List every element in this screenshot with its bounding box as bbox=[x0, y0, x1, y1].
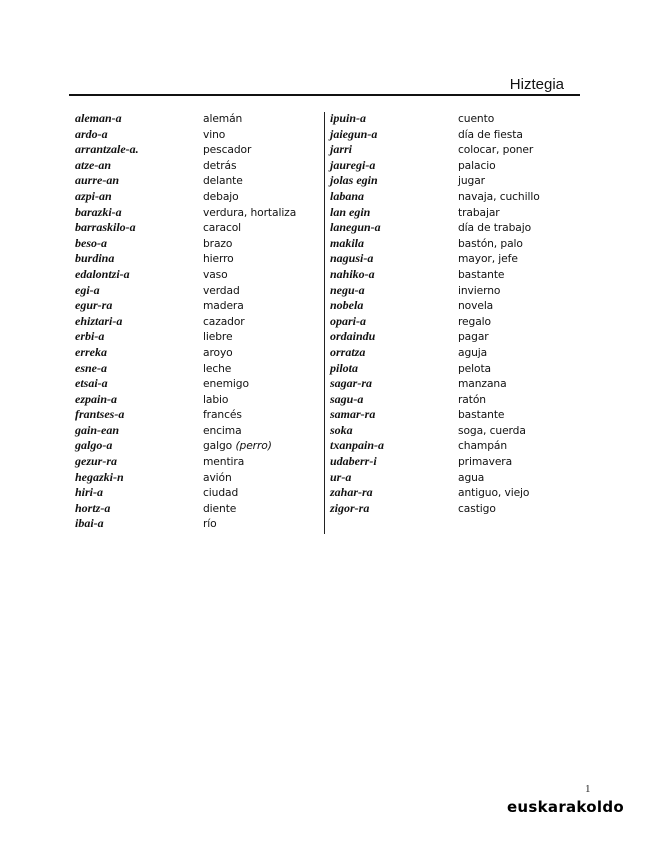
glossary-definition bbox=[203, 267, 228, 283]
glossary-term: aleman-a bbox=[75, 111, 122, 125]
glossary-definition bbox=[203, 501, 236, 517]
glossary-definition bbox=[203, 127, 225, 143]
glossary-definition bbox=[458, 361, 491, 377]
glossary-entry bbox=[75, 501, 327, 517]
definition-text: regalo bbox=[458, 314, 491, 328]
glossary-entry bbox=[330, 267, 590, 283]
definition-text: día de fiesta bbox=[458, 127, 523, 141]
glossary-definition bbox=[203, 314, 245, 330]
glossary-column-right bbox=[330, 111, 590, 516]
glossary-term: egi-a bbox=[75, 282, 100, 297]
glossary-entry bbox=[330, 251, 590, 267]
definition-text: palacio bbox=[458, 158, 496, 172]
glossary-entry bbox=[75, 205, 327, 221]
glossary-entry bbox=[330, 392, 590, 408]
glossary-entry bbox=[75, 392, 327, 408]
definition-text: mayor, jefe bbox=[458, 252, 518, 266]
glossary-definition bbox=[203, 173, 243, 189]
glossary-definition bbox=[203, 298, 244, 314]
definition-text: agua bbox=[458, 470, 485, 484]
glossary-definition bbox=[458, 267, 504, 283]
glossary-term: makila bbox=[330, 235, 365, 250]
column-divider bbox=[324, 112, 325, 534]
glossary-definition bbox=[203, 236, 232, 252]
glossary-term: egur-ra bbox=[75, 298, 113, 313]
glossary-definition bbox=[458, 329, 489, 345]
glossary-entry bbox=[75, 314, 327, 330]
glossary-definition bbox=[458, 438, 507, 454]
glossary-definition bbox=[458, 158, 496, 174]
definition-text: castigo bbox=[458, 501, 496, 515]
glossary-term: txanpain-a bbox=[330, 438, 385, 453]
definition-text: hierro bbox=[203, 252, 234, 266]
definition-text: aroyo bbox=[203, 345, 233, 359]
definition-text: brazo bbox=[203, 236, 233, 250]
glossary-term: samar-ra bbox=[330, 407, 376, 422]
glossary-term: esne-a bbox=[75, 360, 107, 375]
glossary-entry bbox=[330, 314, 590, 330]
glossary-entry bbox=[75, 329, 327, 345]
glossary-term: orratza bbox=[330, 344, 366, 359]
definition-text: manzana bbox=[458, 377, 507, 391]
glossary-term: lan egin bbox=[330, 204, 371, 219]
glossary-definition bbox=[458, 376, 507, 392]
glossary-term: azpi-an bbox=[75, 188, 112, 203]
glossary-entry bbox=[330, 423, 590, 439]
glossary-definition bbox=[203, 220, 241, 236]
glossary-term: etsai-a bbox=[75, 376, 108, 391]
definition-text: invierno bbox=[458, 283, 501, 297]
glossary-entry bbox=[330, 173, 590, 189]
glossary-entry bbox=[330, 158, 590, 174]
glossary-definition bbox=[458, 236, 523, 252]
glossary-entry bbox=[75, 127, 327, 143]
glossary-definition bbox=[458, 111, 494, 127]
definition-text: bastante bbox=[458, 267, 505, 281]
definition-text: champán bbox=[458, 439, 508, 453]
glossary-definition bbox=[458, 392, 486, 408]
glossary-definition bbox=[203, 283, 240, 299]
definition-text: leche bbox=[203, 361, 232, 375]
glossary-entry bbox=[75, 220, 327, 236]
definition-text: día de trabajo bbox=[458, 221, 532, 235]
glossary-entry bbox=[330, 485, 590, 501]
glossary-column-left bbox=[75, 111, 327, 532]
glossary-definition bbox=[203, 407, 242, 423]
definition-text: diente bbox=[203, 501, 237, 515]
brand-logo: euskarakoldo bbox=[506, 798, 624, 816]
glossary-term: pilota bbox=[330, 360, 359, 375]
glossary-entry bbox=[330, 127, 590, 143]
glossary-definition bbox=[458, 127, 523, 143]
glossary-definition bbox=[458, 501, 496, 517]
definition-text: primavera bbox=[458, 455, 513, 469]
glossary-entry bbox=[75, 142, 327, 158]
glossary-term: opari-a bbox=[330, 313, 366, 328]
glossary-term: ezpain-a bbox=[75, 391, 117, 406]
definition-text: caracol bbox=[203, 221, 242, 235]
title-rule bbox=[69, 94, 580, 96]
definition-text: cazador bbox=[203, 314, 245, 328]
glossary-term: lanegun-a bbox=[330, 220, 381, 235]
glossary-term: nagusi-a bbox=[330, 251, 374, 266]
glossary-term: edalontzi-a bbox=[75, 266, 130, 281]
glossary-entry bbox=[75, 173, 327, 189]
definition-text: jugar bbox=[458, 174, 485, 188]
glossary-entry bbox=[330, 205, 590, 221]
glossary-definition bbox=[203, 470, 232, 486]
glossary-term: jolas egin bbox=[330, 173, 378, 188]
glossary-definition bbox=[458, 485, 529, 501]
glossary-entry bbox=[330, 345, 590, 361]
glossary-entry bbox=[75, 283, 327, 299]
glossary-entry bbox=[75, 111, 327, 127]
glossary-term: udaberr-i bbox=[330, 454, 377, 469]
glossary-entry bbox=[330, 329, 590, 345]
definition-text: pelota bbox=[458, 361, 492, 375]
glossary-term: zahar-ra bbox=[330, 485, 373, 500]
glossary-entry bbox=[330, 220, 590, 236]
definition-text: mentira bbox=[203, 455, 245, 469]
glossary-definition bbox=[203, 158, 236, 174]
glossary-term: zigor-ra bbox=[330, 500, 370, 515]
glossary-definition bbox=[458, 298, 493, 314]
glossary-term: gain-ean bbox=[75, 422, 120, 437]
glossary-definition bbox=[458, 345, 487, 361]
glossary-definition bbox=[458, 423, 526, 439]
glossary-definition bbox=[203, 516, 217, 532]
glossary-definition bbox=[458, 173, 485, 189]
definition-text: delante bbox=[203, 174, 243, 188]
glossary-entry bbox=[330, 470, 590, 486]
glossary-term: arrantzale-a. bbox=[75, 142, 139, 157]
glossary-term: barazki-a bbox=[75, 204, 122, 219]
glossary-term: sagar-ra bbox=[330, 376, 373, 391]
glossary-definition bbox=[203, 423, 242, 439]
glossary-entry bbox=[75, 470, 327, 486]
glossary-definition bbox=[458, 470, 484, 486]
definition-text: novela bbox=[458, 299, 494, 313]
glossary-term: aurre-an bbox=[75, 173, 120, 188]
definition-text: vino bbox=[203, 127, 226, 141]
glossary-entry bbox=[330, 454, 590, 470]
glossary-entry bbox=[330, 438, 590, 454]
definition-text: cuento bbox=[458, 112, 495, 125]
glossary-entry bbox=[330, 376, 590, 392]
glossary-entry bbox=[330, 111, 590, 127]
glossary-term: jarri bbox=[330, 142, 353, 157]
glossary-term: ehiztari-a bbox=[75, 313, 123, 328]
glossary-term: galgo-a bbox=[75, 438, 113, 453]
glossary-term: negu-a bbox=[330, 282, 365, 297]
glossary-entry bbox=[75, 298, 327, 314]
definition-text: ciudad bbox=[203, 486, 239, 500]
glossary-definition bbox=[203, 345, 233, 361]
glossary-definition bbox=[458, 454, 512, 470]
glossary-term: jaiegun-a bbox=[330, 126, 378, 141]
glossary-definition bbox=[203, 438, 272, 454]
glossary-definition bbox=[458, 314, 491, 330]
glossary-definition bbox=[458, 205, 500, 221]
glossary-entry bbox=[75, 454, 327, 470]
glossary-term: beso-a bbox=[75, 235, 107, 250]
glossary-definition bbox=[458, 283, 500, 299]
definition-text: francés bbox=[203, 408, 242, 422]
definition-note: (perro) bbox=[235, 439, 272, 453]
glossary-term: gezur-ra bbox=[75, 454, 118, 469]
glossary-definition bbox=[203, 205, 296, 221]
definition-text: verdad bbox=[203, 283, 240, 297]
glossary-term: ordaindu bbox=[330, 329, 376, 344]
glossary-definition bbox=[203, 142, 251, 158]
glossary-entry bbox=[75, 236, 327, 252]
definition-text: debajo bbox=[203, 189, 239, 203]
glossary-definition bbox=[458, 142, 533, 158]
glossary-term: nahiko-a bbox=[330, 266, 375, 281]
definition-text: verdura, hortaliza bbox=[203, 205, 297, 219]
glossary-term: nobela bbox=[330, 298, 364, 313]
glossary-definition bbox=[458, 407, 504, 423]
glossary-entry bbox=[75, 423, 327, 439]
definition-text: alemán bbox=[203, 112, 243, 125]
glossary-term: barraskilo-a bbox=[75, 220, 136, 235]
definition-text: bastante bbox=[458, 408, 505, 422]
glossary-term: soka bbox=[330, 422, 353, 437]
glossary-entry bbox=[75, 251, 327, 267]
definition-text: colocar, poner bbox=[458, 143, 534, 157]
definition-text: galgo bbox=[203, 439, 233, 453]
glossary-entry bbox=[75, 376, 327, 392]
glossary-entry bbox=[330, 361, 590, 377]
glossary-entry bbox=[330, 142, 590, 158]
glossary-term: frantses-a bbox=[75, 407, 125, 422]
definition-text: río bbox=[203, 517, 217, 531]
definition-text: bastón, palo bbox=[458, 236, 523, 250]
glossary-entry bbox=[75, 267, 327, 283]
glossary-entry bbox=[330, 501, 590, 517]
glossary-definition bbox=[203, 485, 238, 501]
glossary-definition bbox=[203, 454, 244, 470]
glossary-entry bbox=[330, 407, 590, 423]
definition-text: madera bbox=[203, 299, 244, 313]
glossary-entry bbox=[75, 407, 327, 423]
definition-text: pagar bbox=[458, 330, 489, 344]
glossary-term: jauregi-a bbox=[330, 157, 376, 172]
glossary-entry bbox=[75, 345, 327, 361]
definition-text: avión bbox=[203, 470, 232, 484]
glossary-definition bbox=[458, 251, 518, 267]
definition-text: enemigo bbox=[203, 377, 249, 391]
glossary-entry bbox=[75, 189, 327, 205]
definition-text: soga, cuerda bbox=[458, 423, 526, 437]
glossary-entry bbox=[75, 438, 327, 454]
glossary-term: ipuin-a bbox=[330, 111, 367, 125]
glossary-term: erbi-a bbox=[75, 329, 105, 344]
glossary-entry bbox=[75, 485, 327, 501]
glossary-term: sagu-a bbox=[330, 391, 364, 406]
glossary-term: labana bbox=[330, 188, 365, 203]
glossary-term: ibai-a bbox=[75, 516, 104, 531]
definition-text: labio bbox=[203, 392, 229, 406]
definition-text: aguja bbox=[458, 345, 488, 359]
definition-text: navaja, cuchillo bbox=[458, 189, 540, 203]
glossary-term: erreka bbox=[75, 344, 107, 359]
definition-text: antiguo, viejo bbox=[458, 486, 530, 500]
glossary-definition bbox=[203, 329, 232, 345]
definition-text: pescador bbox=[203, 143, 252, 157]
glossary-term: ardo-a bbox=[75, 126, 108, 141]
glossary-entry bbox=[330, 298, 590, 314]
page-title: Hiztegia bbox=[509, 76, 564, 93]
glossary-definition bbox=[203, 361, 231, 377]
glossary-term: hortz-a bbox=[75, 500, 111, 515]
definition-text: trabajar bbox=[458, 205, 500, 219]
glossary-term: ur-a bbox=[330, 469, 352, 484]
glossary-definition bbox=[458, 189, 540, 205]
glossary-definition bbox=[458, 220, 531, 236]
glossary-definition bbox=[203, 376, 249, 392]
glossary-entry bbox=[75, 158, 327, 174]
glossary-definition bbox=[203, 392, 228, 408]
glossary-term: burdina bbox=[75, 251, 115, 266]
glossary-term: hegazki-n bbox=[75, 469, 124, 484]
glossary-term: atze-an bbox=[75, 157, 111, 172]
glossary-entry bbox=[330, 283, 590, 299]
definition-text: detrás bbox=[203, 158, 237, 172]
glossary-term: hiri-a bbox=[75, 485, 104, 500]
glossary-entry bbox=[75, 361, 327, 377]
glossary-definition bbox=[203, 189, 239, 205]
glossary-definition bbox=[203, 251, 234, 267]
definition-text: ratón bbox=[458, 392, 486, 406]
glossary-definition bbox=[203, 111, 242, 127]
glossary-entry bbox=[330, 189, 590, 205]
page-number: 1 bbox=[585, 783, 591, 795]
definition-text: encima bbox=[203, 423, 242, 437]
definition-text: liebre bbox=[203, 330, 233, 344]
glossary-entry bbox=[330, 236, 590, 252]
definition-text: vaso bbox=[203, 267, 228, 281]
glossary-entry bbox=[75, 516, 327, 532]
